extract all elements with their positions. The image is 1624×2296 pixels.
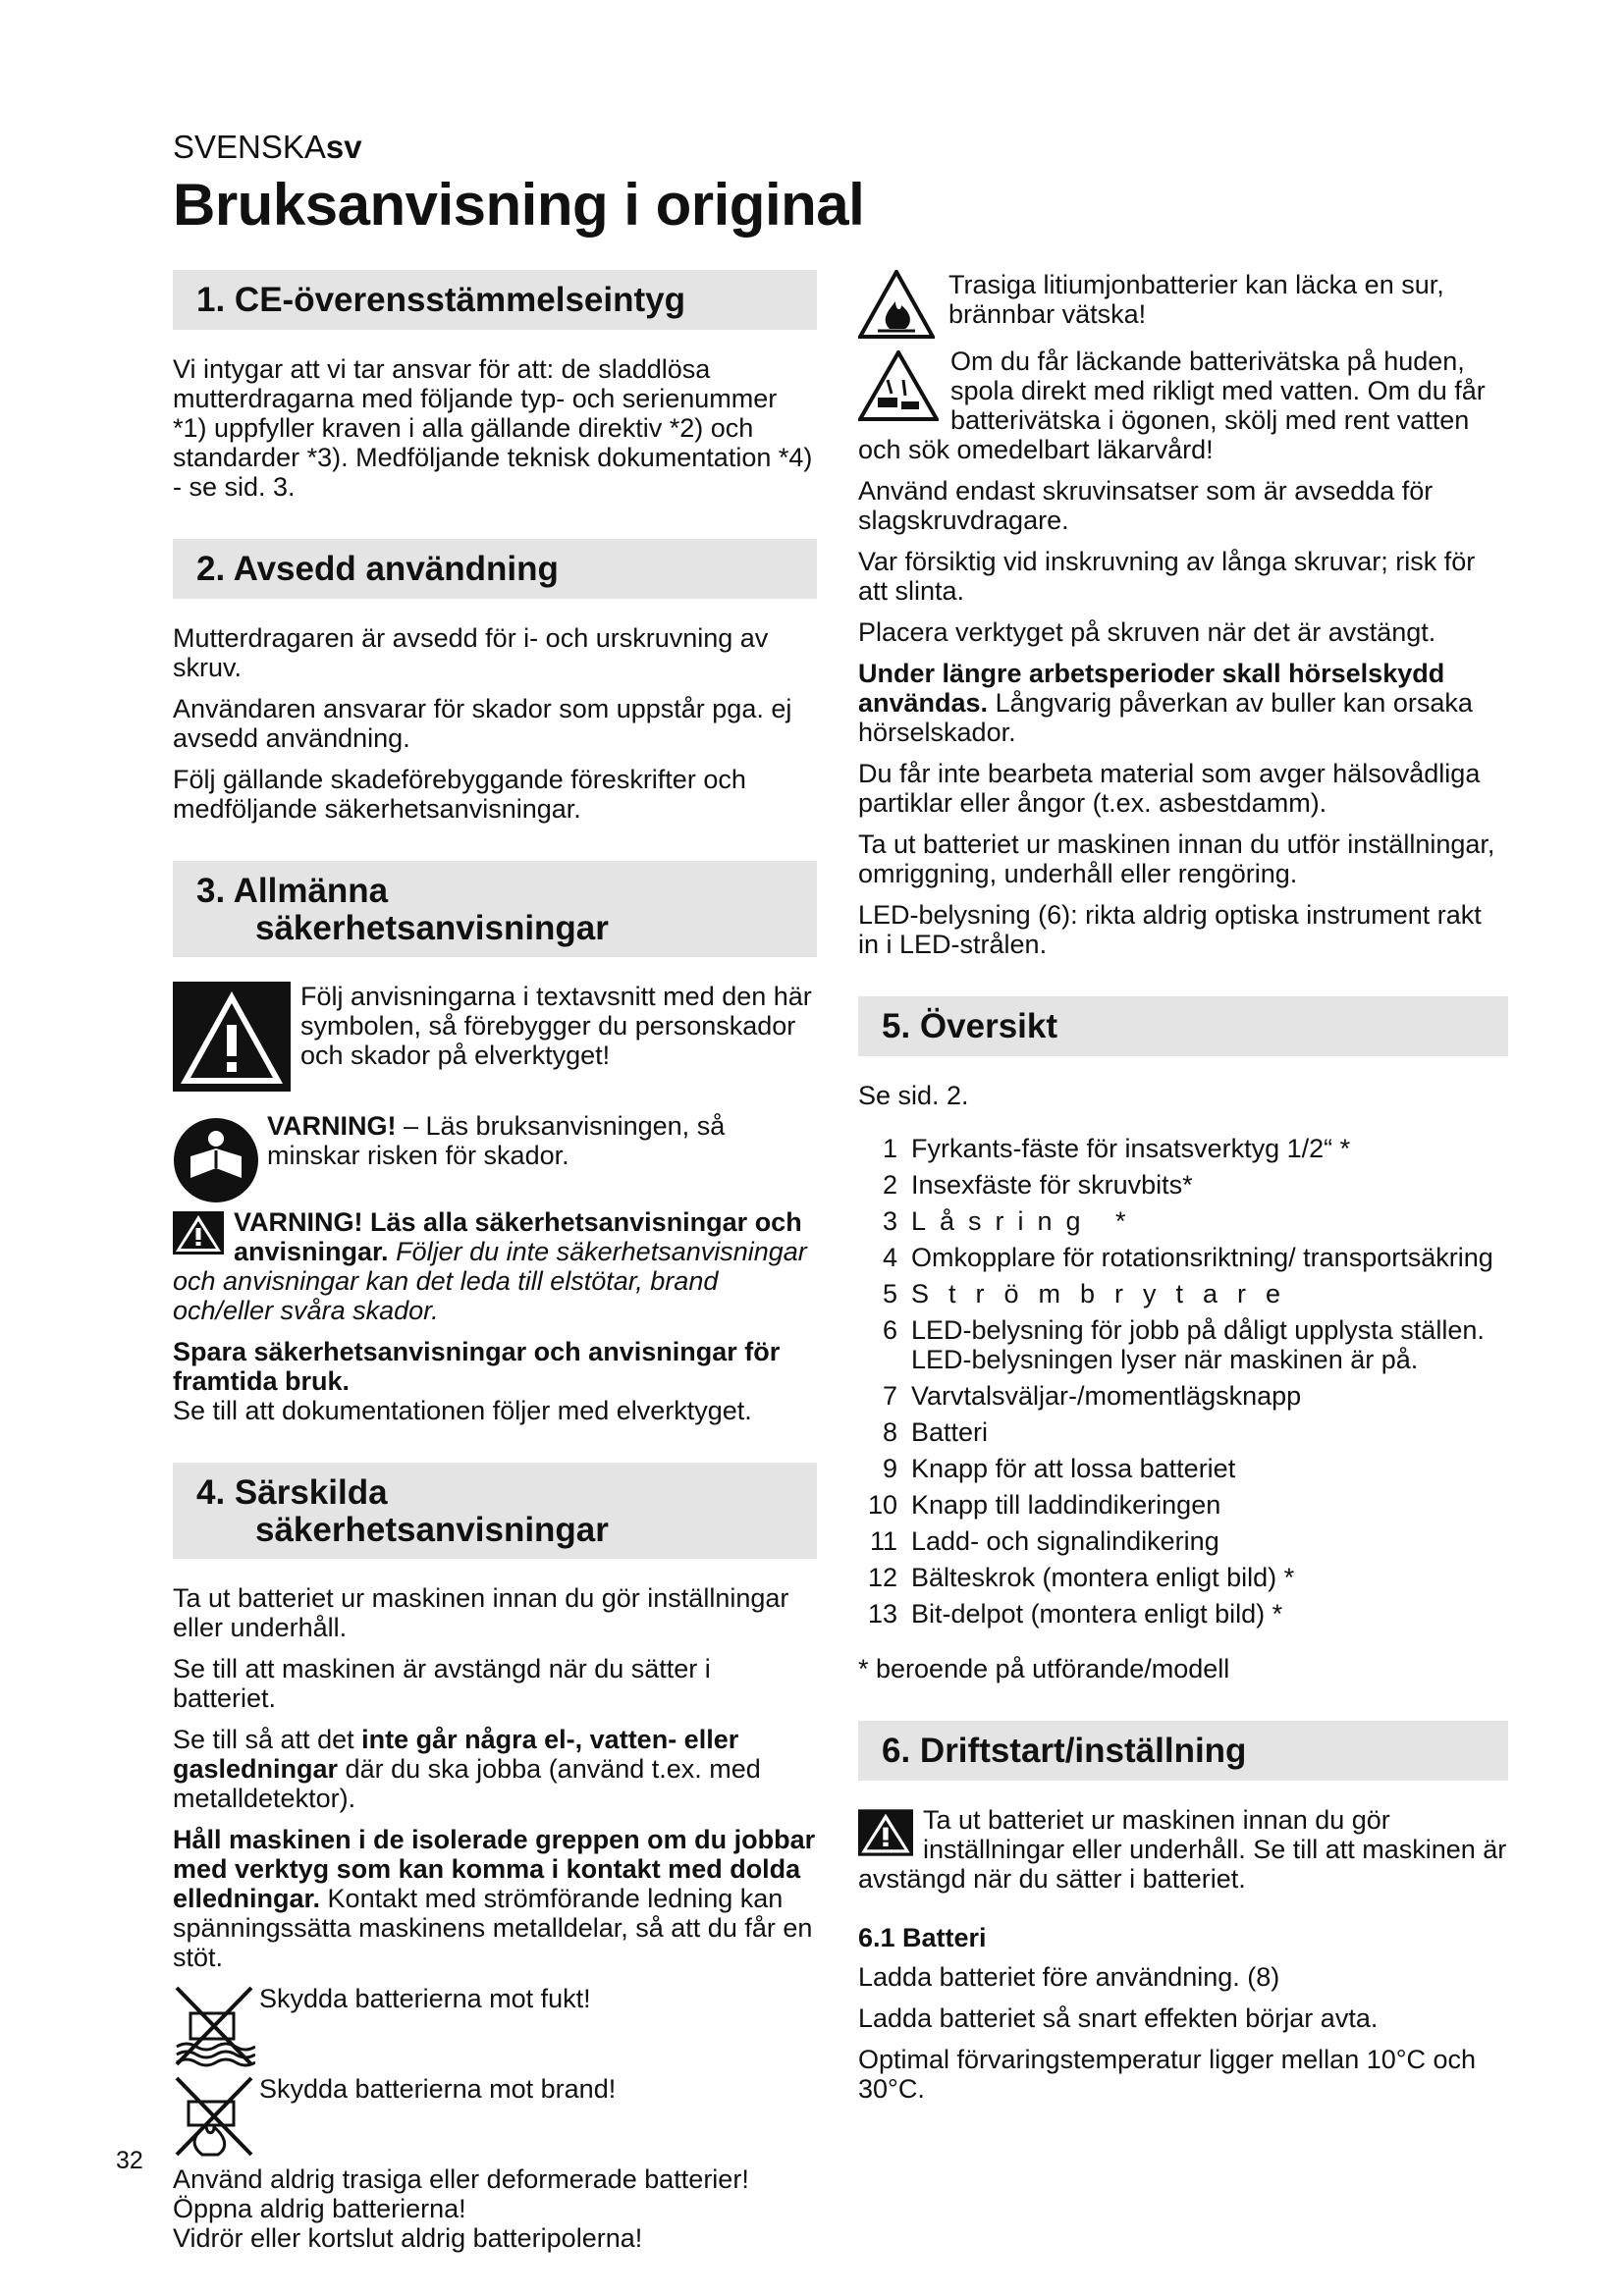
section-4-heading: 4. Särskilda säkerhetsanvisningar — [173, 1463, 817, 1559]
list-item: 4 Omkopplare för rotationsriktning/ transportsäkring — [882, 1243, 1493, 1272]
fire-warning: Skydda batterierna mot brand! — [173, 2074, 817, 2159]
page-title: Bruksanvisning i original — [173, 172, 865, 238]
list-item: 10 Knapp till laddindikeringen — [867, 1490, 1221, 1520]
hidden-lines-text: Se till så att det inte går några el-, vatten- eller gasledningar där du ska jobba (använd t.ex. med metalldetektor). — [173, 1725, 761, 1813]
save-instructions: Spara säkerhetsanvisningar och anvisningar för framtida bruk. Se till att dokumentationen följer med elverktyget. — [173, 1337, 781, 1425]
page-header — [173, 128, 864, 240]
list-item: 5 Strömbrytare — [882, 1279, 1301, 1308]
language-label: SVENSKAsv — [173, 129, 362, 165]
all-instructions-warning: VARNING! Läs alla säkerhetsanvisningar och anvisningar. Följer du inte säkerhetsanvisningar och anvisningar kan det leda till elstötar, brand och/eller svåra skador. — [173, 1207, 807, 1325]
long-screws-text: Var försiktig vid inskruvning av långa skruvar; risk för att slinta. — [858, 547, 1476, 606]
symbol-explanation-text: Följ anvisningarna i textavsnitt med den här symbolen, så förebygger du personskador och skador på elverktyget! — [300, 982, 812, 1070]
startup-warning: Ta ut batteriet ur maskinen innan du gör inställningar eller underhåll. Se till att maskinen är avstängd när du sätter i batteriet. — [858, 1805, 1507, 1894]
intended-use-text: Mutterdragaren är avsedd för i- och urskruvning av skruv. — [173, 623, 769, 682]
list-item: 9 Knapp för att lossa batteriet — [882, 1454, 1236, 1483]
corrosive-icon — [858, 350, 939, 421]
storage-temperature-text: Optimal förvaringstemperatur ligger mellan 10°C och 30°C. — [858, 2045, 1477, 2104]
charge-when-weak-text: Ladda batteriet så snart effekten börjar avta. — [858, 2003, 1379, 2033]
list-item: 12 Bälteskrok (montera enligt bild) * — [867, 1563, 1295, 1592]
list-item: 1 Fyrkants-fäste för insatsverktyg 1/2“ * — [882, 1134, 1351, 1163]
remove-battery-text: Ta ut batteriet ur maskinen innan du gör inställningar eller underhåll. — [173, 1583, 789, 1642]
remove-battery-service-text: Ta ut batteriet ur maskinen innan du utför inställningar, omriggning, underhåll eller rengöring. — [858, 829, 1495, 888]
list-item: 3 Låsring * — [882, 1206, 1140, 1236]
user-responsibility-text: Användaren ansvarar för skador som uppstår pga. ej avsedd användning. — [173, 694, 792, 753]
charge-before-use-text: Ladda batteriet före användning. (8) — [858, 1962, 1280, 1992]
variant-footnote: * beroende på utförande/modell — [858, 1654, 1230, 1683]
battery-moisture-icon — [173, 1984, 255, 2068]
list-item: 11 Ladd- och signalindikering — [869, 1526, 1219, 1556]
section-3-heading: 3. Allmänna säkerhetsanvisningar — [173, 861, 817, 957]
led-warning-text: LED-belysning (6): rikta aldrig optiska instrument rakt in i LED-strålen. — [858, 900, 1482, 959]
list-item: 6 LED-belysning för jobb på dåligt upplysta ställen. LED-belysningen lyser när maskinen är på. — [882, 1315, 1485, 1374]
see-page-text: Se sid. 2. — [858, 1081, 969, 1110]
left-column — [173, 270, 817, 2253]
hazardous-material-text: Du får inte bearbeta material som avger hälsovådliga partiklar eller ångor (t.ex. asbestdamm). — [858, 759, 1481, 818]
language-code: sv — [325, 129, 362, 165]
list-item: 7 Varvtalsväljar-/momentlägsknapp — [882, 1381, 1302, 1411]
skin-contact-text: Om du får läckande batterivätska på huden, spola direkt med rikligt med vatten. Om du får batterivätska i ögonen, skölj med rent vatten och sök omedelbart läkarvård! — [858, 347, 1486, 464]
warning-triangle-icon — [173, 1211, 224, 1255]
section-6-heading: 6. Driftstart/inställning — [858, 1721, 1508, 1781]
symbol-explanation — [173, 982, 817, 1092]
battery-fire-icon — [173, 2074, 255, 2159]
section-2-heading: 2. Avsedd användning — [173, 539, 817, 599]
insulated-grip-text: Håll maskinen i de isolerade greppen om du jobbar med verktyg som kan komma i kontakt med dolda elledningar. Kontakt med strömförande ledning kan spänningssätta maskinens metalldelar, så att du får en stöt. — [173, 1825, 816, 1972]
hearing-protection-text: Under längre arbetsperioder skall hörselskydd användas. Långvarig påverkan av buller kan orsaka hörselskador. — [858, 659, 1473, 747]
list-item: 8 Batteri — [882, 1417, 989, 1447]
warning-triangle-icon — [858, 1809, 913, 1856]
accident-prevention-text: Följ gällande skadeförebyggande föreskrifter och medföljande säkerhetsanvisningar. — [173, 765, 746, 824]
read-manual-icon — [173, 1117, 259, 1203]
flammable-icon — [858, 270, 935, 339]
read-manual-warning: VARNING! – Läs bruksanvisningen, så minskar risken för skador. — [173, 1111, 817, 1198]
moisture-warning: Skydda batterierna mot fukt! — [173, 1984, 817, 2068]
right-column — [858, 270, 1508, 2115]
damaged-battery-text: Använd aldrig trasiga eller deformerade batterier! Öppna aldrig batterierna! Vidrör eller kortslut aldrig batteripolerna! — [173, 2164, 749, 2253]
overview-list — [858, 1134, 1508, 1629]
section-1-heading: 1. CE-överensstämmelseintyg — [173, 270, 817, 330]
section-5-heading: 5. Översikt — [858, 996, 1508, 1056]
flammable-warning: Trasiga litiumjonbatterier kan läcka en sur, brännbar vätska! — [858, 270, 1508, 339]
section-1-body: Vi intygar att vi tar ansvar för att: de sladdlösa mutterdragarna med följande typ- och serienummer *1) uppfyller kraven i alla gällande direktiv *2) och standarder *3). Medföljande teknisk dokumentation *4) - se sid. 3. — [173, 354, 813, 502]
list-item: 2 Insexfäste för skruvbits* — [882, 1170, 1193, 1200]
page-number: 32 — [116, 2147, 143, 2174]
battery-subheading: 6.1 Batteri — [858, 1923, 987, 1952]
place-tool-text: Placera verktyget på skruven när det är avstängt. — [858, 617, 1436, 647]
list-item: 13 Bit-delpot (montera enligt bild) * — [867, 1599, 1283, 1629]
switch-off-text: Se till att maskinen är avstängd när du sätter i batteriet. — [173, 1654, 711, 1713]
screw-inserts-text: Använd endast skruvinsatser som är avsedda för slagskruvdragare. — [858, 476, 1434, 535]
warning-triangle-icon — [173, 982, 291, 1092]
